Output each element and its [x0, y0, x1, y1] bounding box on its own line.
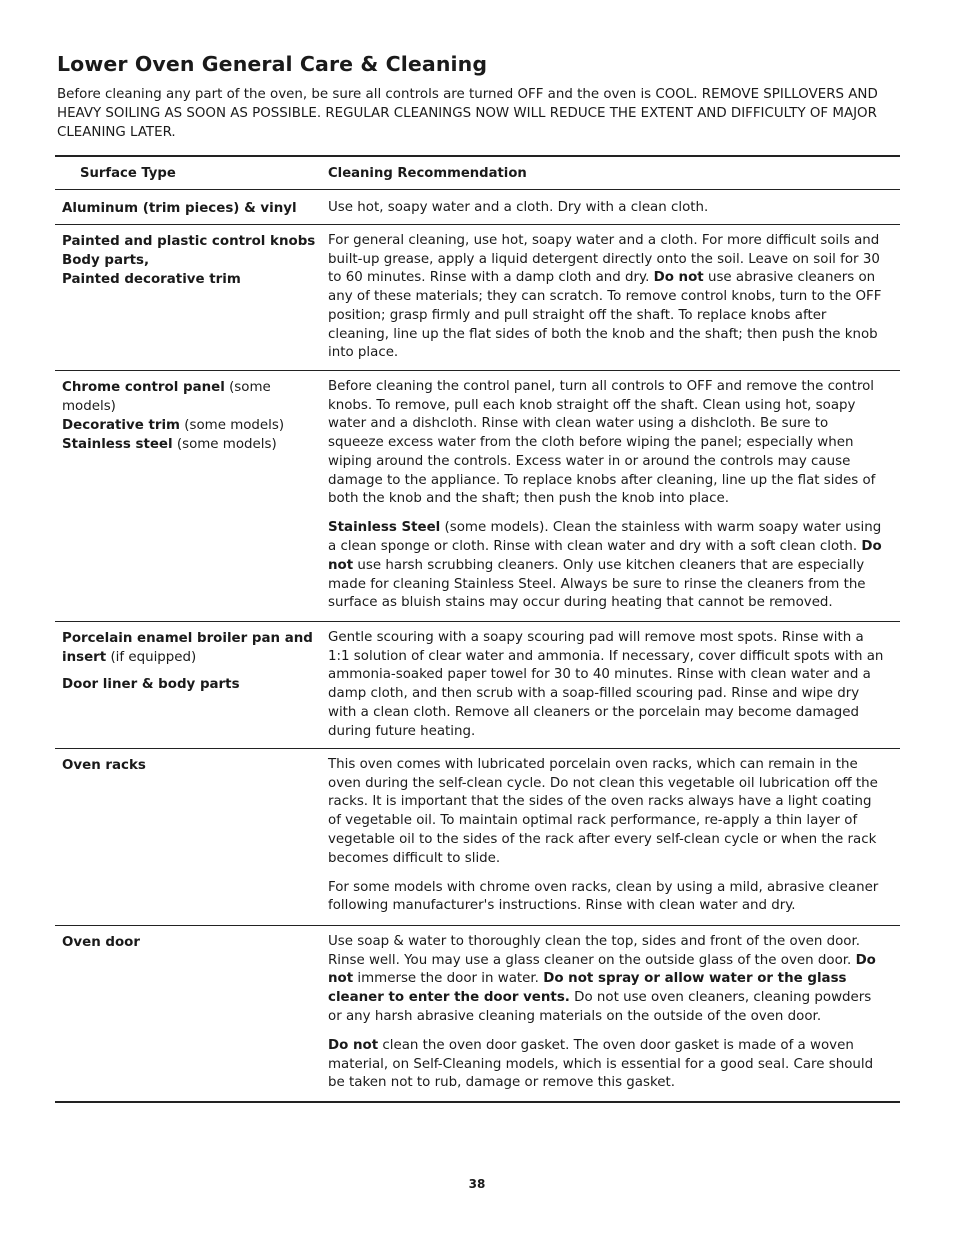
- surface-line: [62, 648, 324, 667]
- surface-text: Oven racks: [62, 758, 146, 773]
- surface-text: Stainless steel: [62, 437, 173, 452]
- surface-text: Chrome control panel: [62, 380, 225, 395]
- recommendation-paragraph: [328, 199, 888, 218]
- page-number: 38: [468, 1177, 486, 1191]
- table-row: [55, 925, 900, 1103]
- recommendation-paragraph: [328, 519, 888, 613]
- recommendation-text: clean the oven door gasket. The oven door gasket is made of a woven material, on Self-Cleaning models, which is essential for a good seal. Care should be taken not to rub, damage or remove this gasket.: [328, 1038, 874, 1091]
- surface-line: [62, 416, 324, 435]
- recommendation-text: immerse the door in water.: [353, 971, 544, 987]
- cleaning-recommendation-cell: [328, 756, 888, 927]
- recommendation-text: (some models). Clean the stainless with warm soapy water using a clean sponge or cloth. Rinse with clean water and dry with a soft clean cloth.: [328, 520, 882, 555]
- cleaning-recommendation-cell: [328, 933, 888, 1104]
- surface-line: [62, 378, 324, 416]
- recommendation-text: Do not: [328, 539, 882, 573]
- surface-line: [62, 232, 324, 251]
- surface-line: [62, 756, 324, 775]
- surface-line: [62, 251, 324, 270]
- recommendation-text: Do not spray or allow water or the glass cleaner to enter the door vents.: [328, 971, 847, 1006]
- surface-type-header: Surface Type: [80, 166, 176, 181]
- surface-text: Decorative trim: [62, 418, 180, 433]
- cleaning-recommendation-cell: [328, 378, 888, 623]
- surface-line: [62, 199, 324, 218]
- recommendation-text: Use hot, soapy water and a cloth. Dry with a clean cloth.: [328, 200, 709, 215]
- recommendation-paragraph: [328, 879, 888, 916]
- surface-type-cell: [62, 378, 324, 454]
- table-row: [55, 370, 900, 622]
- recommendation-text: Do not: [328, 1038, 379, 1054]
- recommendation-paragraph: [328, 1037, 888, 1093]
- surface-text: Body parts,: [62, 253, 150, 268]
- surface-text: (some models): [180, 418, 285, 433]
- surface-text: Oven door: [62, 935, 140, 950]
- surface-text: Porcelain enamel broiler pan and: [62, 631, 313, 646]
- surface-type-cell: [62, 756, 324, 775]
- recommendation-paragraph: [328, 629, 888, 741]
- surface-line: [62, 667, 324, 675]
- recommendation-text: Stainless Steel: [328, 520, 441, 536]
- recommendation-text: This oven comes with lubricated porcelain oven racks, which can remain in the oven during the self-clean cycle. Do not clean this vegetable oil lubrication off the racks. It is important that the sides of the oven racks always have a light coating of vegetable oil. To maintain optimal rack performance, re-apply a thin layer of vegetable oil to the sides of the rack after every self-clean cycle or when the rack becomes difficult to slide.: [328, 757, 878, 866]
- recommendation-text: Do not: [328, 952, 876, 987]
- recommendation-text: For general cleaning, use hot, soapy water and a cloth. For more difficult soils and built-up grease, apply a liquid detergent directly onto the soil. Leave on soil for 30 to 60 minutes. Rinse with a damp cloth and dry.: [328, 233, 880, 286]
- surface-text: Painted decorative trim: [62, 272, 241, 287]
- recommendation-text: Use soap & water to thoroughly clean the top, sides and front of the oven door. Rinse well. You may use a glass cleaner on the outside glass of the oven door.: [328, 934, 861, 968]
- surface-line: [62, 629, 324, 648]
- cleaning-recommendation-cell: [328, 232, 888, 373]
- surface-line: [62, 270, 324, 289]
- surface-text: (some models): [172, 437, 277, 452]
- recommendation-text: Before cleaning the control panel, turn all controls to OFF and remove the control knobs. To remove, pull each knob straight off the shaft. Clean using hot, soapy water and a dishcloth. Rinse with clean water using a dishcloth. Be sure to squeeze excess water from the cloth before wiping the panel; especially when wiping around the controls. Excess water in or around the controls may cause damage to the appliance. To replace knobs after cleaning, line up the flat sides of both the knob and the shaft; then push the knob into place.: [328, 379, 876, 507]
- surface-text: Painted and plastic control knobs: [62, 234, 316, 249]
- surface-line: [62, 435, 324, 454]
- surface-line: [62, 933, 324, 952]
- surface-type-cell: [62, 232, 324, 289]
- surface-type-cell: [62, 629, 324, 694]
- table-row: [55, 748, 900, 926]
- intro-paragraph: Before cleaning any part of the oven, be sure all controls are turned OFF and the oven is COOL. REMOVE SPILLOVERS AND HEAVY SOILING AS SOON AS POSSIBLE. REGULAR CLEANINGS NOW WILL REDUCE THE EXTENT AND DIFFICULTY OF MAJOR CLEANING LATER.: [57, 87, 878, 140]
- surface-line: [62, 675, 324, 694]
- recommendation-paragraph: [328, 232, 888, 363]
- recommendation-text: use abrasive cleaners on any of these materials; they can scratch. To remove control knobs, turn to the OFF position; grasp firmly and pull straight off the shaft. To replace knobs after cleaning, line up the flat sides of both the knob and the shaft; then push the knob into place.: [328, 270, 882, 361]
- table-row: [55, 190, 900, 225]
- recommendation-text: use harsh scrubbing cleaners. Only use kitchen cleaners that are especially made for cleaning Stainless Steel. Always be sure to rinse the cleaners from the surface as bluish stains may occur during heating that cannot be removed.: [328, 557, 866, 611]
- page-title: Lower Oven General Care & Cleaning: [57, 52, 488, 76]
- surface-type-cell: [62, 933, 324, 952]
- surface-text: (some models): [62, 380, 271, 414]
- table-row: [55, 224, 900, 371]
- table-row: [55, 621, 900, 749]
- cleaning-recommendation-cell: [328, 629, 888, 752]
- table-header-row: [55, 157, 900, 190]
- recommendation-text: Do not use oven cleaners, cleaning powders or any harsh abrasive cleaning materials on the outside of the oven door.: [328, 990, 872, 1024]
- surface-type-cell: [62, 199, 324, 218]
- recommendation-paragraph: [328, 378, 888, 509]
- surface-text: insert: [62, 650, 107, 665]
- recommendation-paragraph: [328, 756, 888, 868]
- cleaning-recommendation-header: Cleaning Recommendation: [328, 166, 527, 181]
- surface-text: (if equipped): [106, 650, 197, 665]
- recommendation-text: Gentle scouring with a soapy scouring pad will remove most spots. Rinse with a 1:1 solution of clear water and ammonia. If necessary, cover difficult spots with an ammonia-soaked paper towel for 30 to 40 minutes. Rinse with clean water and a damp cloth, and then scrub with a soap-filled scouring pad. Rinse and wipe dry with a clean cloth. Remove all cleaners or the porcelain may become damaged during future heating.: [328, 630, 884, 739]
- recommendation-text: Do not: [653, 270, 704, 286]
- surface-text: Door liner & body parts: [62, 677, 240, 692]
- recommendation-paragraph: [328, 933, 888, 1027]
- surface-text: Aluminum (trim pieces) & vinyl: [62, 201, 297, 216]
- recommendation-text: For some models with chrome oven racks, clean by using a mild, abrasive cleaner following manufacturer's instructions. Rinse with clean water and dry.: [328, 879, 879, 914]
